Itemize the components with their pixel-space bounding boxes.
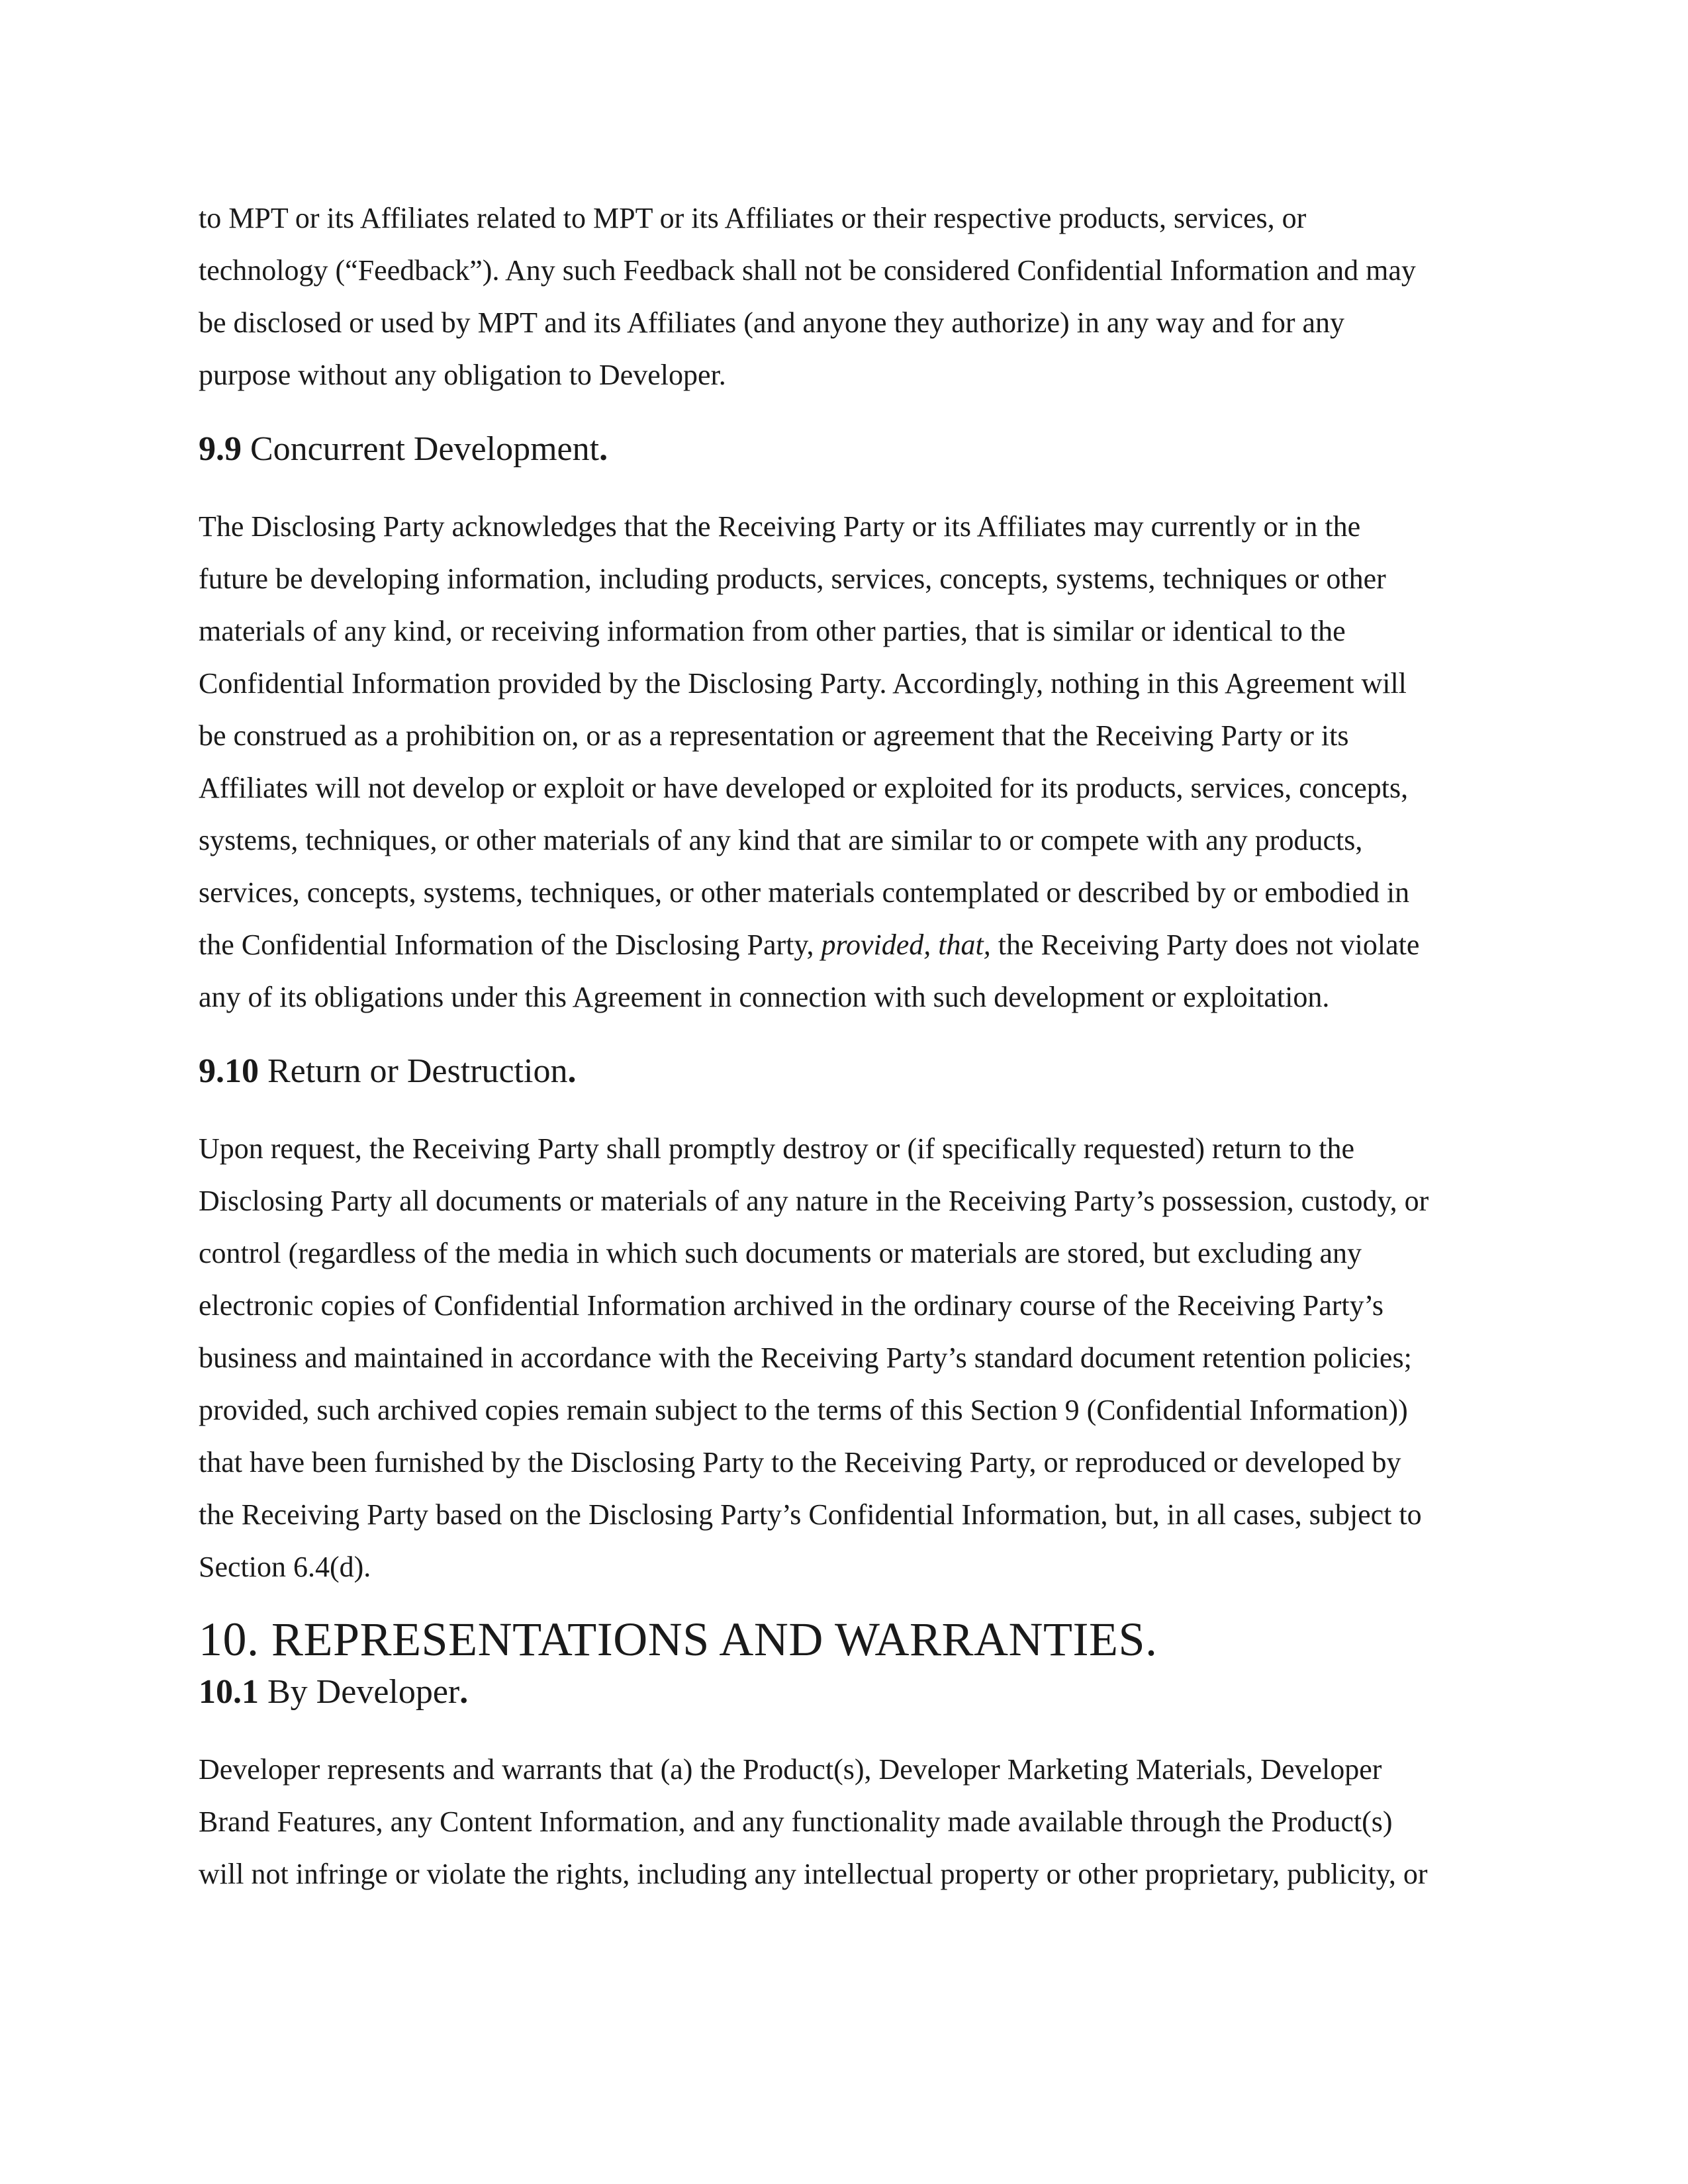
heading-period: . [599, 430, 608, 468]
text-line: Upon request, the Receiving Party shall promptly destroy or (if specifically requested) return to the [199, 1132, 1355, 1165]
text-line: the Receiving Party based on the Disclosing Party’s Confidential Information, but, in all cases, subject to [199, 1498, 1422, 1531]
text-line: Affiliates will not develop or exploit or have developed or exploited for its products, services, concepts, [199, 772, 1409, 804]
text-line: materials of any kind, or receiving information from other parties, that is similar or identical to the [199, 615, 1346, 647]
document-page [199, 192, 1496, 1900]
paragraph-by-developer [199, 1743, 1496, 1900]
heading-9-10 [199, 1052, 1496, 1091]
heading-title: Return or Destruction [259, 1052, 568, 1090]
text-line: provided, such archived copies remain subject to the terms of this Section 9 (Confidential Information)) [199, 1394, 1408, 1426]
text-line [199, 919, 1496, 971]
text-line: Confidential Information provided by the Disclosing Party. Accordingly, nothing in this Agreement will [199, 667, 1407, 700]
text-line: any of its obligations under this Agreement in connection with such development or exploitation. [199, 981, 1330, 1013]
text-line: Section 6.4(d). [199, 1551, 371, 1583]
text-line: Brand Features, any Content Information, and any functionality made available through the Product(s) [199, 1805, 1393, 1838]
text-line: be disclosed or used by MPT and its Affiliates (and anyone they authorize) in any way and for any [199, 306, 1345, 339]
text-line: The Disclosing Party acknowledges that the Receiving Party or its Affiliates may currently or in the [199, 510, 1361, 543]
heading-period: . [459, 1673, 469, 1711]
heading-9-9 [199, 430, 1496, 469]
text-line: to MPT or its Affiliates related to MPT or its Affiliates or their respective products, services, or [199, 202, 1307, 234]
text-line: services, concepts, systems, techniques, or other materials contemplated or described by or embodied in [199, 876, 1410, 909]
heading-number: 9.9 [199, 430, 242, 468]
heading-number: 9.10 [199, 1052, 259, 1090]
text-line: technology (“Feedback”). Any such Feedback shall not be considered Confidential Information and may [199, 254, 1416, 287]
italic-proviso: provided, that, [821, 929, 991, 961]
paragraph-feedback [199, 192, 1496, 401]
text-line: control (regardless of the media in which such documents or materials are stored, but excluding any [199, 1237, 1362, 1269]
heading-number: 10.1 [199, 1673, 259, 1711]
text-line: Disclosing Party all documents or materials of any nature in the Receiving Party’s possession, custody, or [199, 1185, 1429, 1217]
text-line: Developer represents and warrants that (a) the Product(s), Developer Marketing Materials, Developer [199, 1753, 1382, 1786]
paragraph-return-destruction [199, 1122, 1496, 1593]
heading-section-10: 10. REPRESENTATIONS AND WARRANTIES. [199, 1613, 1158, 1666]
text-line: be construed as a prohibition on, or as a representation or agreement that the Receiving Party or its [199, 719, 1349, 752]
text-line: will not infringe or violate the rights, including any intellectual property or other proprietary, publicity, or [199, 1858, 1428, 1890]
heading-period: . [567, 1052, 577, 1090]
heading-title: Concurrent Development [242, 430, 600, 468]
text-line: systems, techniques, or other materials of any kind that are similar to or compete with any products, [199, 824, 1363, 856]
text-line: that have been furnished by the Disclosing Party to the Receiving Party, or reproduced or developed by [199, 1446, 1401, 1479]
text-segment: the Confidential Information of the Disclosing Party, [199, 929, 821, 961]
text-segment: the Receiving Party does not violate [990, 929, 1420, 961]
text-line: electronic copies of Confidential Information archived in the ordinary course of the Receiving Party’s [199, 1289, 1383, 1322]
paragraph-concurrent-development [199, 500, 1496, 1023]
text-line: purpose without any obligation to Developer. [199, 359, 726, 391]
text-line: business and maintained in accordance with the Receiving Party’s standard document retention policies; [199, 1342, 1412, 1374]
heading-10-1 [199, 1672, 1496, 1712]
heading-title: By Developer [259, 1673, 460, 1711]
text-line: future be developing information, including products, services, concepts, systems, techniques or other [199, 563, 1386, 595]
